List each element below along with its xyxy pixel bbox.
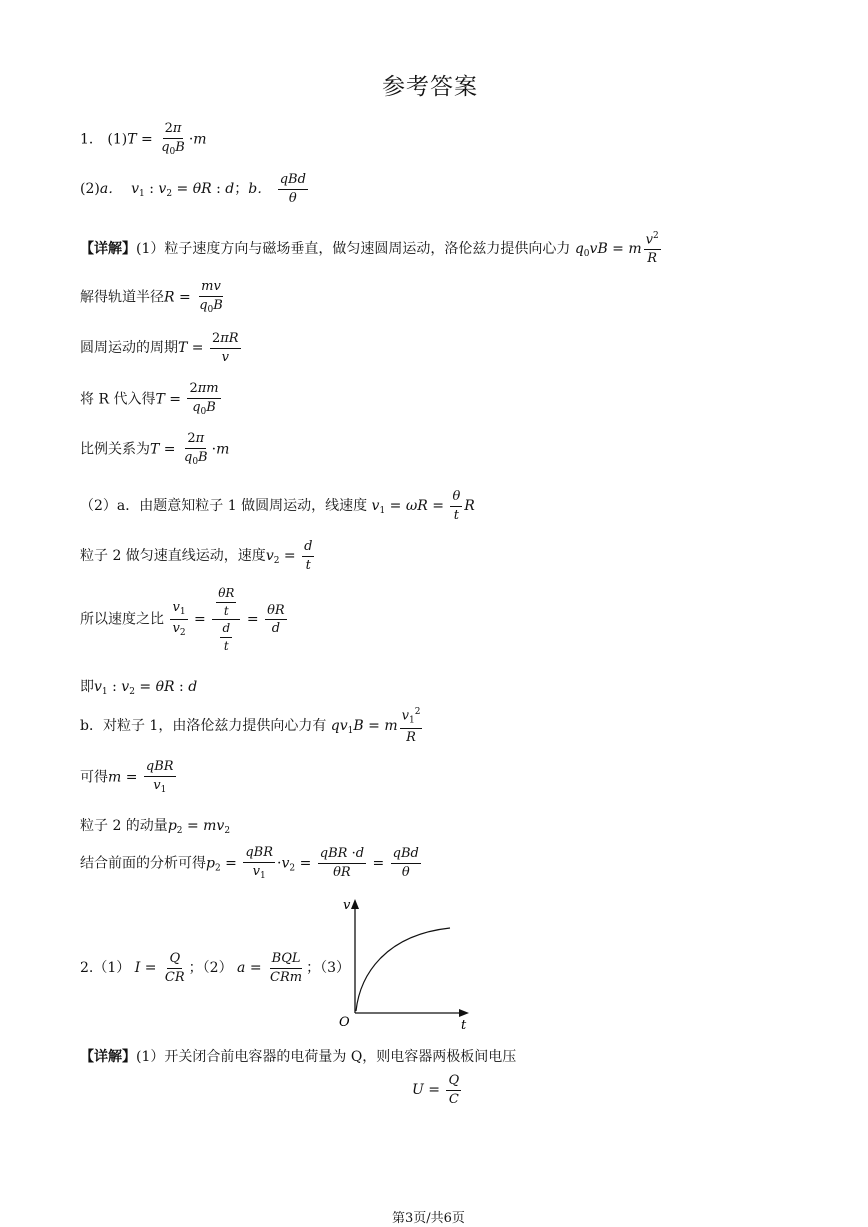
q1-answer-part1: 1． (1)T = $\frac{2\pi}{q_0B}$ ·m — [80, 121, 207, 157]
q2-detail-label: 【详解】 — [80, 1049, 136, 1065]
q1-speed-ratio-line: 所以速度之比 $\frac{v_1}{v_2}$ = $\frac{\frac{\theta R}{t}}{\frac{d}{t}}$ = $\frac{\theta R}{d}$ — [80, 586, 285, 653]
q1-part2b-line: b．对粒子 1，由洛伦兹力提供向心力有 $qv_1B = m$ $\frac{v_1^2}{R}$ — [80, 707, 421, 745]
q1-detail-label: 【详解】 — [80, 240, 136, 257]
graph-origin-label: O — [339, 1015, 350, 1030]
q1-part2-label: (2) — [80, 181, 100, 198]
v-t-graph — [330, 895, 480, 1035]
graph-x-label: t — [461, 1018, 467, 1033]
q1-answer-part2: (2)a． $v_1$ : $v_2 = \theta R$ : d；b． $\frac{\text{qBd}}{\theta}$ — [80, 172, 306, 206]
q1-radius-line: 解得轨道半径R = $\frac{mv}{q_0B}$ — [80, 279, 223, 315]
q1-mass-line: 可得m = $\frac{\text{qBR}}{v_1}$ — [80, 759, 174, 795]
q2-voltage-formula: U = $\frac{Q}{C}$ — [412, 1073, 460, 1107]
q2-detail-line: 【详解】(1）开关闭合前电容器的电荷量为 Q，则电容器两极板间电压 — [80, 1049, 517, 1065]
velocity-curve — [356, 928, 450, 1011]
q1-ratio-line: 比例关系为T = $\frac{2\pi}{q_0B}$ ·m — [80, 431, 230, 467]
q1-momentum-line: 粒子 2 的动量$p_2 = mv_2$ — [80, 818, 231, 836]
q1-part2-sep: ； — [234, 181, 249, 198]
q1-subst-line: 将 R 代入得T = $\frac{2\pi m}{q_0B}$ — [80, 381, 219, 417]
q2-number: 2. — [80, 960, 94, 977]
q1-part2a-line: （2）a．由题意知粒子 1 做圆周运动，线速度 $v_1 = \omega R$ = $\frac{\theta}{t}$ R — [80, 489, 475, 523]
q1-equiv-line: 即$v_1$ : $v_2 = \theta R$ : d — [80, 679, 198, 697]
x-axis-arrow — [459, 1009, 469, 1017]
graph-y-label: v — [343, 898, 351, 913]
q2-answer-line: 2.（1） I = $\frac{Q}{CR}$ ；（2） a = $\frac{\text{BQL}}{\text{CRm}}$ ；（3） — [80, 951, 351, 985]
page-footer: 第3页/共6页 — [392, 1211, 465, 1226]
page-title: 参考答案 — [382, 74, 478, 100]
q1-part2-a: a． — [99, 181, 123, 198]
q1-part1-label: (1) — [107, 131, 128, 148]
q1-period-line: 圆周运动的周期T = $\frac{2\pi R}{v}$ — [80, 331, 239, 365]
q1-part2-b: b． — [248, 181, 272, 198]
q1-number: 1． — [80, 131, 103, 148]
y-axis-arrow — [351, 899, 359, 909]
q1-combine-line: 结合前面的分析可得$p_2$ = $\frac{\text{qBR}}{v_1}$ $\cdot v_2$ = $\frac{\text{qBR ·d}}{\theta R}$ = $\frac{\text{qBd}}{\theta}$ — [80, 845, 419, 881]
q1-detail-intro: 【详解】(1）粒子速度方向与磁场垂直，做匀速圆周运动，洛伦兹力提供向心力 $q_0vB = m$ $\frac{v^2}{R}$ — [80, 231, 659, 266]
q1-particle2-line: 粒子 2 做匀速直线运动，速度$v_2$ = $\frac{d}{t}$ — [80, 539, 313, 573]
